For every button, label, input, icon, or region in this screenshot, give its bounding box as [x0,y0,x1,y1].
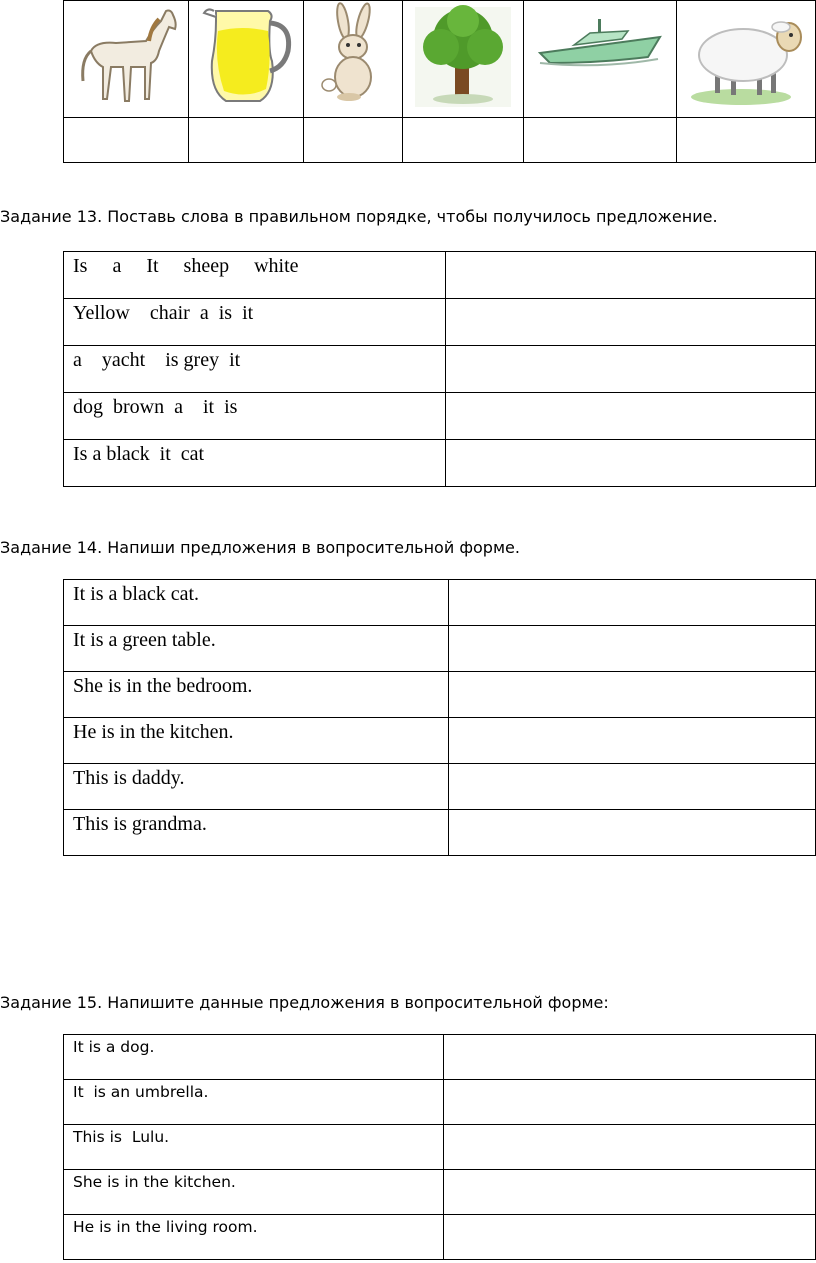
sentence-cell [64,1170,444,1215]
table-row [64,1170,816,1215]
sentence-cell [64,672,449,718]
answer-cell[interactable] [446,440,816,487]
picture-cell [304,1,403,118]
table-row [64,810,816,856]
answer-cell[interactable] [448,810,815,856]
picture-cell [677,1,816,118]
task13-title: Задание 13. Поставь слова в правильном порядке, чтобы получилось предложение. [0,207,718,226]
answer-cell[interactable] [448,626,815,672]
picture-cell [188,1,304,118]
answer-row [64,118,816,163]
answer-cell[interactable] [443,1215,815,1260]
answer-cell[interactable] [677,118,816,163]
picture-cell [524,1,677,118]
answer-cell[interactable] [443,1125,815,1170]
answer-cell[interactable] [446,252,816,299]
answer-cell[interactable] [524,118,677,163]
sentence-cell [64,1080,444,1125]
sentence-cell [64,252,446,299]
picture-row [64,1,816,118]
picture-table [63,0,816,163]
answer-cell[interactable] [443,1080,815,1125]
answer-cell[interactable] [402,118,524,163]
sentence-cell [64,580,449,626]
table-row [64,672,816,718]
answer-cell[interactable] [446,393,816,440]
scrambled-sentence: dog brown a it is [73,396,238,418]
horse-icon [71,1,181,111]
table-row [64,718,816,764]
table-row [64,252,816,299]
task14-body [64,580,816,856]
table-row [64,440,816,487]
rabbit-icon [313,1,393,111]
sentence-cell [64,1125,444,1170]
statement-sentence: This is grandma. [73,813,207,835]
table-row [64,626,816,672]
answer-cell[interactable] [446,299,816,346]
sentence-cell [64,810,449,856]
task14-table [63,579,816,856]
picture-cell [64,1,189,118]
answer-cell[interactable] [188,118,304,163]
table-row [64,346,816,393]
jug-icon [196,1,296,111]
answer-cell[interactable] [448,718,815,764]
sentence-cell [64,440,446,487]
task15-table [63,1034,816,1260]
statement-sentence: He is in the kitchen. [73,721,234,743]
answer-cell[interactable] [443,1035,815,1080]
table-row [64,393,816,440]
sentence-cell [64,1215,444,1260]
answer-cell[interactable] [448,580,815,626]
task15-title: Задание 15. Напишите данные предложения в вопросительной форме: [0,993,609,1012]
yacht-icon [530,1,670,111]
picture-cell [402,1,524,118]
task13-table [63,251,816,487]
scrambled-sentence: Is a It sheep white [73,255,299,277]
statement-sentence: It is a green table. [73,629,216,651]
table-row [64,764,816,810]
answer-cell[interactable] [446,346,816,393]
tree-icon [413,1,513,111]
answer-cell[interactable] [443,1170,815,1215]
sentence-cell [64,393,446,440]
sheep-icon [681,1,811,111]
scrambled-sentence: Is a black it cat [73,443,205,465]
statement-sentence: He is in the living room. [73,1218,258,1236]
task15-body [64,1035,816,1260]
sentence-cell [64,1035,444,1080]
table-row [64,1215,816,1260]
statement-sentence: It is a black cat. [73,583,200,605]
statement-sentence: It is a dog. [73,1038,155,1056]
table-row [64,580,816,626]
statement-sentence: This is daddy. [73,767,185,789]
statement-sentence: She is in the bedroom. [73,675,253,697]
sentence-cell [64,346,446,393]
table-row [64,1125,816,1170]
sentence-cell [64,764,449,810]
table-row [64,299,816,346]
sentence-cell [64,626,449,672]
sentence-cell [64,299,446,346]
scrambled-sentence: a yacht is grey it [73,349,241,371]
table-row [64,1035,816,1080]
statement-sentence: She is in the kitchen. [73,1173,236,1191]
task14-title: Задание 14. Напиши предложения в вопросительной форме. [0,538,520,557]
answer-cell[interactable] [304,118,403,163]
scrambled-sentence: Yellow chair a is it [73,302,254,324]
statement-sentence: It is an umbrella. [73,1083,209,1101]
table-row [64,1080,816,1125]
answer-cell[interactable] [64,118,189,163]
sentence-cell [64,718,449,764]
task13-body [64,252,816,487]
answer-cell[interactable] [448,764,815,810]
answer-cell[interactable] [448,672,815,718]
statement-sentence: This is Lulu. [73,1128,170,1146]
